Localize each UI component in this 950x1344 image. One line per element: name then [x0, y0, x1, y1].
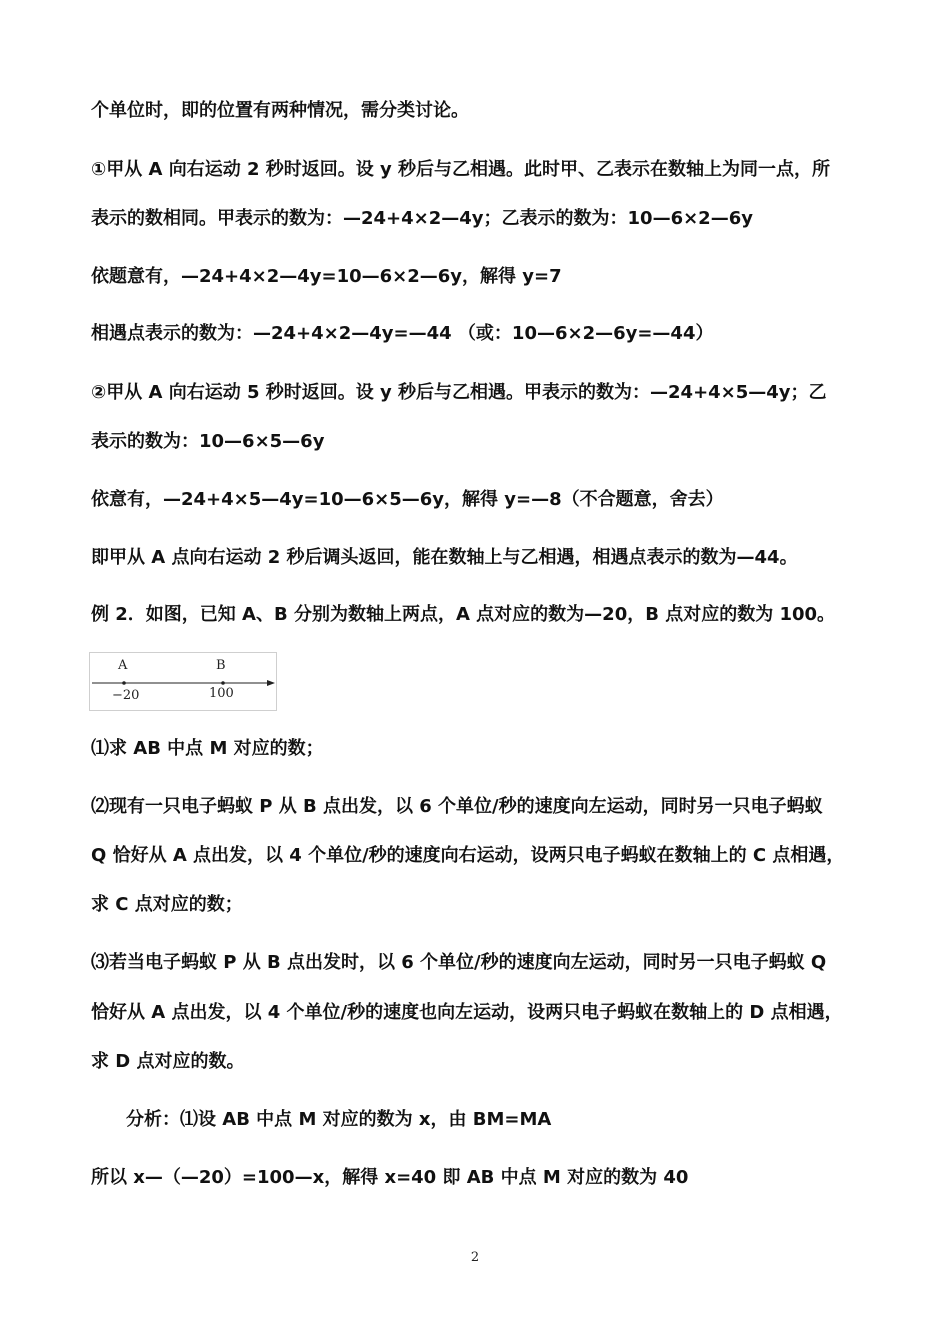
point-a-marker	[122, 681, 126, 685]
point-b-value: 100	[209, 686, 234, 701]
question-2-line-2: Q 恰好从 A 点出发，以 4 个单位/秒的速度向右运动，设两只电子蚂蚁在数轴上的 C 点相遇，	[91, 845, 845, 866]
text-line-2: ①甲从 A 向右运动 2 秒时返回。设 y 秒后与乙相遇。此时甲、乙表示在数轴上为同一点，所	[91, 159, 831, 180]
text-line-3: 表示的数相同。甲表示的数为：—24+4×2—4y；乙表示的数为：10—6×2—6y	[91, 208, 753, 229]
text-line-4: 依题意有，—24+4×2—4y=10—6×2—6y，解得 y=7	[91, 266, 562, 287]
point-a-value: −20	[112, 688, 140, 703]
analysis-line-2: 所以 x—（—20）=100—x，解得 x=40 即 AB 中点 M 对应的数为 40	[91, 1167, 689, 1188]
text-line-5: 相遇点表示的数为：—24+4×2—4y=—44 （或：10—6×2—6y=—44）	[91, 323, 714, 344]
point-a-label: A	[118, 658, 128, 673]
example-2-heading: 例 2．如图，已知 A、B 分别为数轴上两点，A 点对应的数为—20，B 点对应的数为 100。	[91, 604, 836, 625]
question-1: ⑴求 AB 中点 M 对应的数；	[91, 738, 324, 759]
question-3-line-2: 恰好从 A 点出发，以 4 个单位/秒的速度也向左运动，设两只电子蚂蚁在数轴上的 D 点相遇，	[91, 1002, 843, 1023]
axis-arrowhead	[267, 680, 275, 686]
text-line-1: 个单位时，即的位置有两种情况，需分类讨论。	[91, 100, 469, 121]
question-2-line-1: ⑵现有一只电子蚂蚁 P 从 B 点出发，以 6 个单位/秒的速度向左运动，同时另一只电子蚂蚁	[91, 796, 823, 817]
text-line-6: ②甲从 A 向右运动 5 秒时返回。设 y 秒后与乙相遇。甲表示的数为：—24+4×5—4y；乙	[91, 382, 827, 403]
analysis-line-1: 分析：⑴设 AB 中点 M 对应的数为 x，由 BM=MA	[126, 1109, 552, 1130]
text-line-9: 即甲从 A 点向右运动 2 秒后调头返回，能在数轴上与乙相遇，相遇点表示的数为—44。	[91, 547, 798, 568]
text-line-8: 依意有，—24+4×5—4y=10—6×5—6y，解得 y=—8（不合题意，舍去）	[91, 489, 724, 510]
page-number: 2	[470, 1250, 480, 1265]
question-3-line-1: ⑶若当电子蚂蚁 P 从 B 点出发时，以 6 个单位/秒的速度向左运动，同时另一只电子蚂蚁 Q	[91, 952, 827, 973]
question-3-line-3: 求 D 点对应的数。	[91, 1051, 245, 1072]
question-2-line-3: 求 C 点对应的数；	[91, 894, 243, 915]
text-line-7: 表示的数为：10—6×5—6y	[91, 431, 325, 452]
point-b-label: B	[216, 658, 226, 673]
number-line-figure	[89, 652, 277, 711]
point-b-marker	[221, 681, 225, 685]
